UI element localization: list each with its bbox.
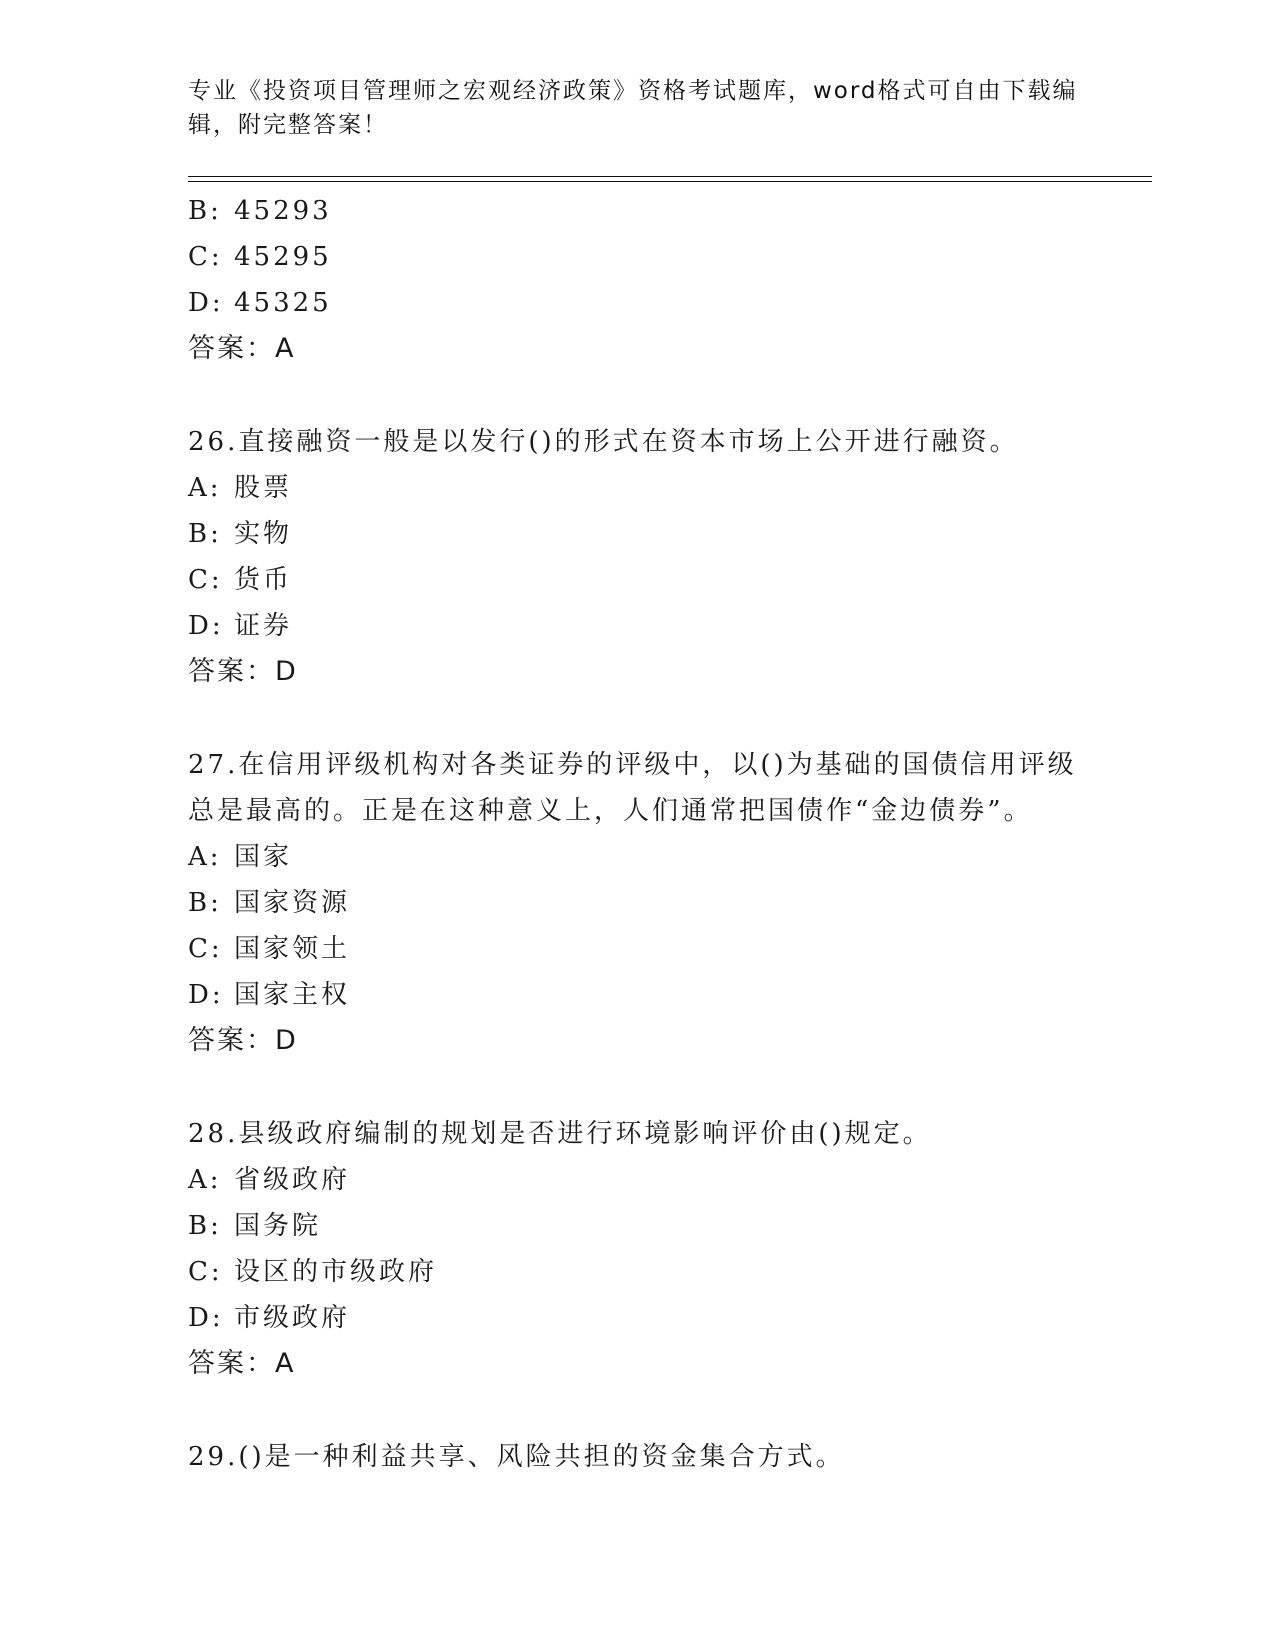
option-letter: A:	[188, 842, 222, 872]
option-text: 国家资源	[234, 888, 351, 918]
question-stem: 29.()是一种利益共享、风险共担的资金集合方式。	[188, 1442, 845, 1472]
option-text: 货币	[234, 565, 293, 595]
option-letter: B:	[188, 1211, 222, 1241]
option-text: 股票	[234, 473, 293, 503]
option-letter: B:	[188, 888, 222, 918]
answer-line: 答案：A	[188, 333, 296, 364]
option-letter: A:	[188, 473, 222, 503]
header-line-1: 专业《投资项目管理师之宏观经济政策》资格考试题库，word格式可自由下载编	[188, 78, 1078, 104]
option-line	[188, 978, 350, 1012]
option-letter: D:	[188, 1303, 224, 1333]
option-text: 45295	[234, 242, 332, 272]
option-line	[188, 240, 332, 274]
option-text: 国务院	[234, 1211, 322, 1241]
option-text: 实物	[234, 519, 293, 549]
option-text: 45325	[234, 288, 332, 318]
option-letter: D:	[188, 980, 224, 1010]
answer-line: 答案：D	[188, 656, 298, 687]
option-line	[188, 563, 292, 597]
option-text: 国家领土	[234, 934, 351, 964]
option-letter: A:	[188, 1165, 222, 1195]
option-text: 市级政府	[234, 1303, 351, 1333]
option-letter: C:	[188, 242, 223, 272]
question-stem: 27.在信用评级机构对各类证券的评级中，以()为基础的国债信用评级	[188, 750, 1077, 780]
option-line	[188, 1209, 321, 1243]
option-text: 国家主权	[234, 980, 351, 1010]
option-line	[188, 609, 292, 643]
header-line-2: 辑，附完整答案！	[188, 112, 388, 138]
option-line	[188, 471, 292, 505]
option-text: 设区的市级政府	[234, 1257, 438, 1287]
option-text: 省级政府	[234, 1165, 351, 1195]
question-stem-continued: 总是最高的。正是在这种意义上，人们通常把国债作“金边债券”。	[188, 796, 1033, 826]
header-divider-top	[188, 176, 1152, 177]
option-line	[188, 1301, 350, 1335]
option-line	[188, 194, 332, 228]
option-text: 国家	[234, 842, 293, 872]
option-letter: C:	[188, 565, 223, 595]
option-text: 45293	[234, 196, 332, 226]
option-letter: D:	[188, 288, 224, 318]
question-stem: 28.县级政府编制的规划是否进行环境影响评价由()规定。	[188, 1119, 932, 1149]
option-line	[188, 886, 350, 920]
option-line	[188, 840, 292, 874]
option-line	[188, 286, 332, 320]
option-line	[188, 1255, 437, 1289]
option-letter: B:	[188, 196, 222, 226]
option-line	[188, 1163, 350, 1197]
option-letter: B:	[188, 519, 222, 549]
option-letter: C:	[188, 1257, 223, 1287]
document-header	[188, 74, 1088, 142]
option-line	[188, 932, 350, 966]
option-letter: C:	[188, 934, 223, 964]
option-text: 证券	[234, 611, 293, 641]
option-letter: D:	[188, 611, 224, 641]
answer-line: 答案：A	[188, 1348, 296, 1379]
option-line	[188, 517, 292, 551]
answer-line: 答案：D	[188, 1025, 298, 1056]
question-stem: 26.直接融资一般是以发行()的形式在资本市场上公开进行融资。	[188, 427, 1019, 457]
header-divider-bottom	[188, 181, 1152, 182]
